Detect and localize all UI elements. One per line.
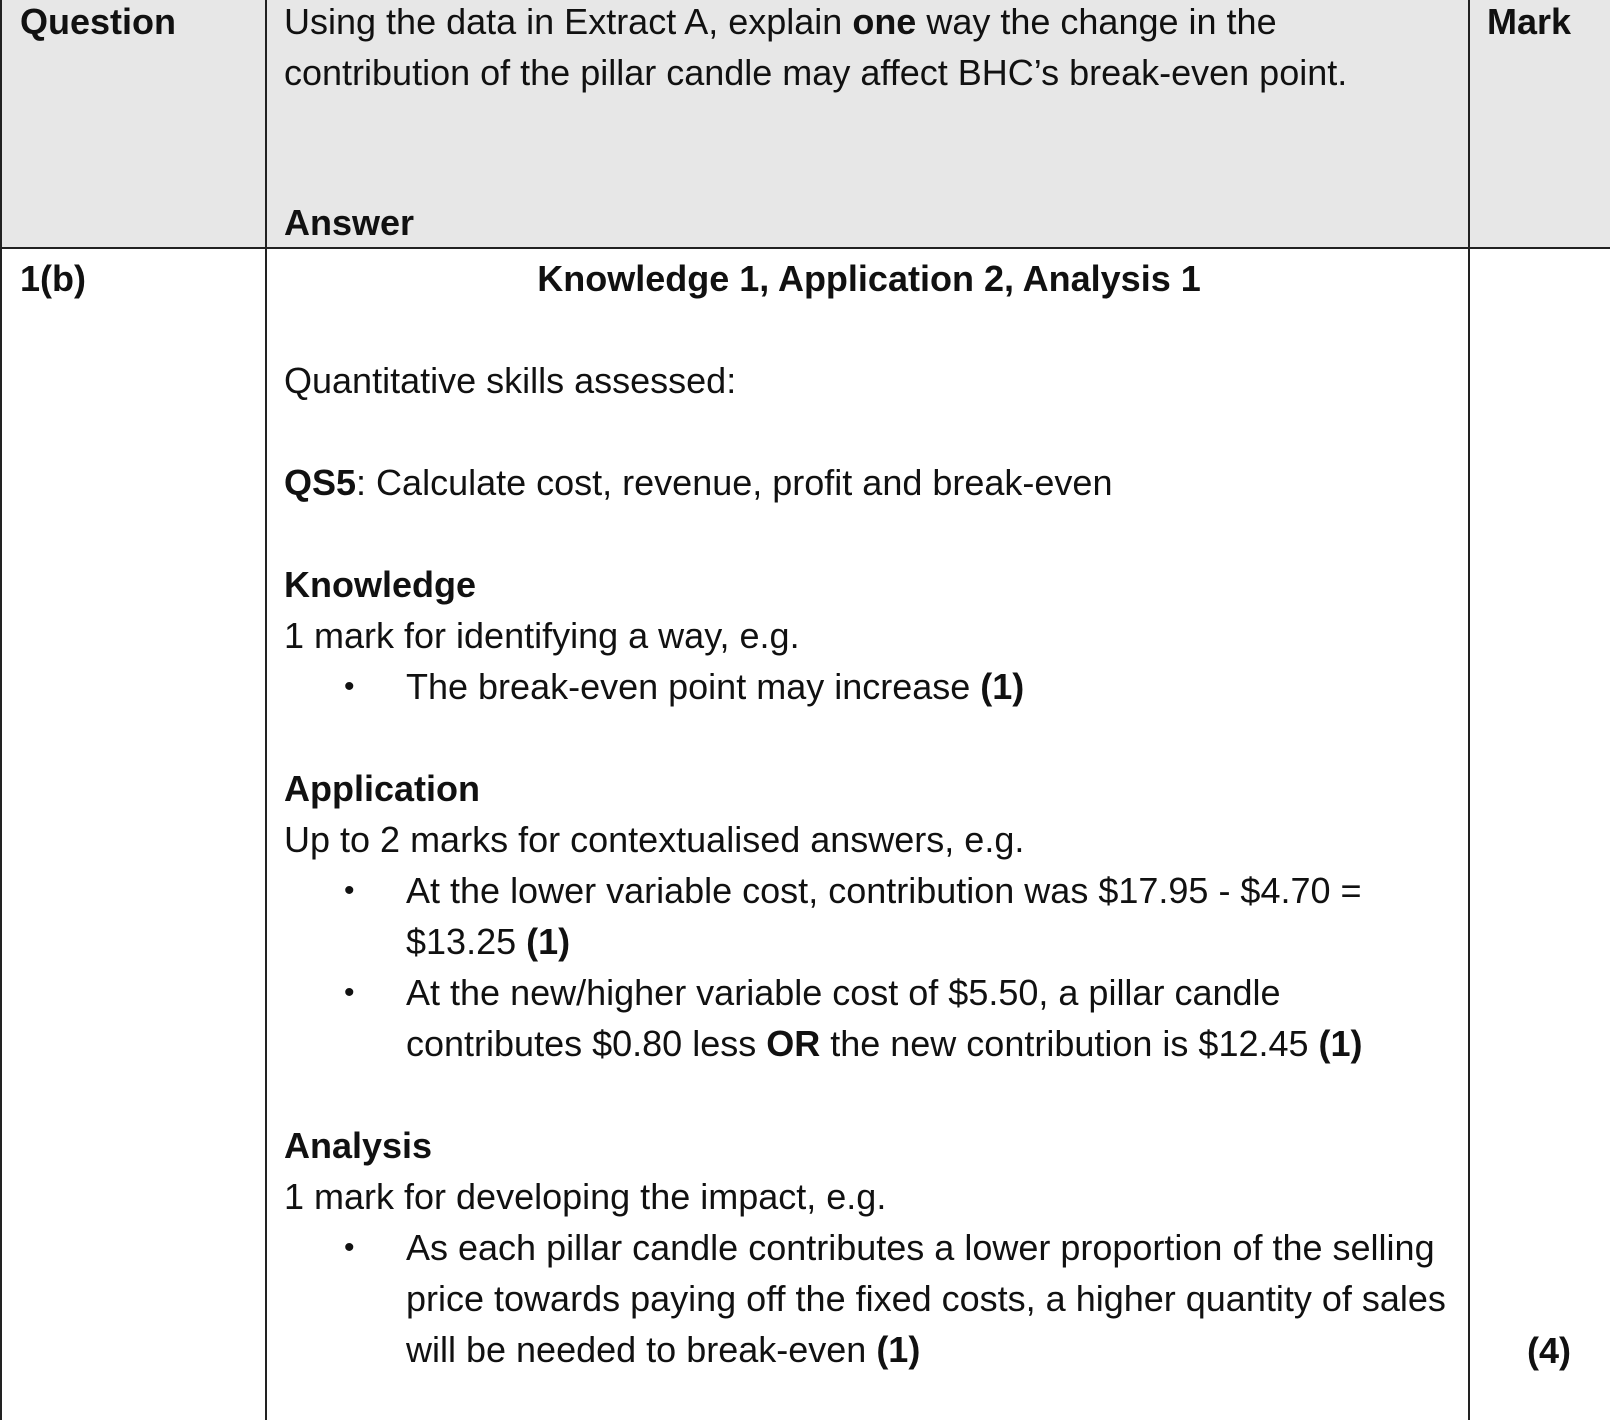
application-heading: Application — [284, 768, 480, 809]
bullet-mark: (1) — [876, 1329, 921, 1370]
total-mark: (4) — [1527, 1330, 1571, 1371]
answer-content — [284, 253, 1454, 1375]
qs-code: QS5 — [284, 462, 357, 503]
bullet-text: As each pillar candle contributes a lower proportion of the selling price towards paying off the fixed costs, a higher quantity of sales will be needed to break-even — [406, 1227, 1446, 1370]
question-prompt — [284, 0, 1454, 98]
qs-line — [284, 457, 1454, 508]
bullet-emphasis: OR — [766, 1023, 821, 1064]
bullet-text: At the lower variable cost, contribution was $17.95 - $4.70 = $13.25 — [406, 870, 1362, 962]
bullet-icon: • — [344, 1231, 355, 1264]
bullet-text: The break-even point may increase — [406, 666, 981, 707]
knowledge-bullets — [284, 661, 1454, 712]
knowledge-heading: Knowledge — [284, 564, 477, 605]
knowledge-intro: 1 mark for identifying a way, e.g. — [284, 615, 800, 656]
bullet-icon: • — [344, 874, 355, 907]
list-item — [284, 967, 1454, 1069]
analysis-intro: 1 mark for developing the impact, e.g. — [284, 1176, 887, 1217]
bullet-text-end: the new contribution is $12.45 — [820, 1023, 1319, 1064]
marks-breakdown-title: Knowledge 1, Application 2, Analysis 1 — [537, 258, 1201, 299]
application-intro: Up to 2 marks for contextualised answers, e.g. — [284, 819, 1025, 860]
application-bullets — [284, 865, 1454, 1069]
bullet-icon: • — [344, 976, 355, 1009]
prompt-text-start: Using the data in Extract A, explain — [284, 1, 853, 42]
list-item — [284, 865, 1454, 967]
qs-description: : Calculate cost, revenue, profit and break-even — [356, 462, 1113, 503]
header-divider — [0, 247, 1610, 249]
analysis-heading: Analysis — [284, 1125, 433, 1166]
answer-header: Answer — [284, 202, 415, 243]
quant-skills-label: Quantitative skills assessed: — [284, 360, 737, 401]
table-border-left — [0, 0, 2, 1420]
bullet-icon: • — [344, 670, 355, 703]
question-column-header: Question — [20, 1, 177, 42]
prompt-text-end: way the change in the contribution of the pillar candle may affect BHC’s break-even point. — [284, 1, 1348, 93]
list-item — [284, 661, 1454, 712]
bullet-mark: (1) — [526, 921, 571, 962]
bullet-mark: (1) — [980, 666, 1025, 707]
question-number: 1(b) — [20, 258, 86, 299]
mark-column-header: Mark — [1487, 1, 1572, 42]
bullet-mark: (1) — [1318, 1023, 1363, 1064]
bullet-text: At the new/higher variable cost of $5.50, a pillar candle contributes $0.80 less — [406, 972, 1281, 1064]
list-item — [284, 1222, 1454, 1375]
column-divider-question — [265, 0, 267, 1420]
column-divider-mark — [1468, 0, 1470, 1420]
analysis-bullets — [284, 1222, 1454, 1375]
prompt-emphasis: one — [852, 1, 917, 42]
